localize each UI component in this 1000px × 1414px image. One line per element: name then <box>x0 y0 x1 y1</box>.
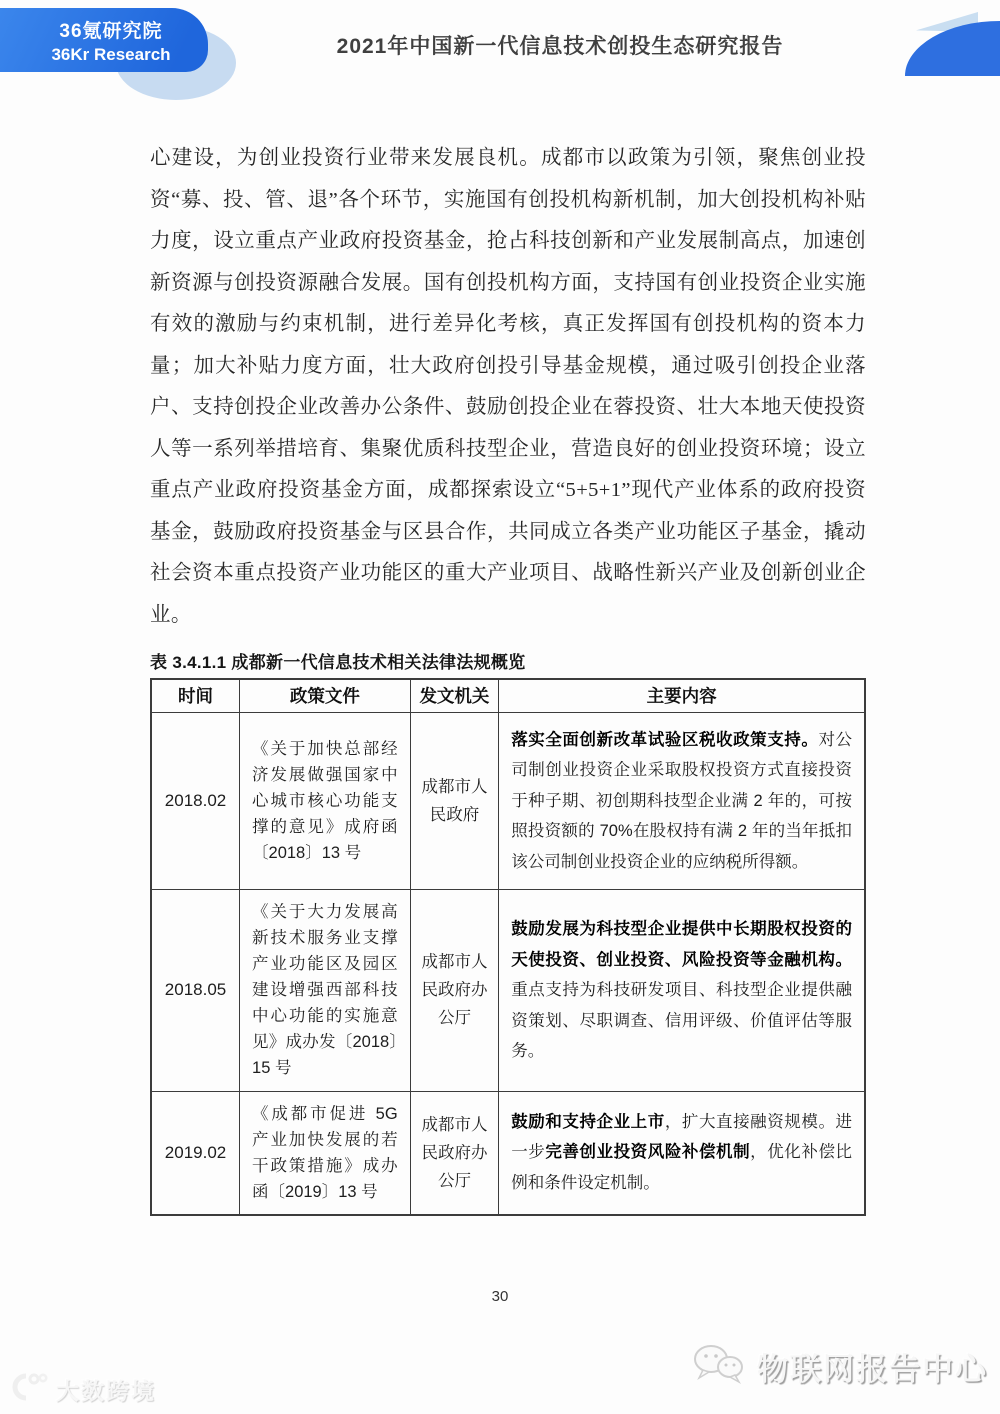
cell-policy: 《关于加快总部经济发展做强国家中心城市核心功能支撑的意见》成府函〔2018〕13 号 <box>240 712 411 890</box>
policy-table <box>150 678 866 1216</box>
content-segment: 重点支持为科技研发项目、科技型企业提供融资策划、尽职调查、信用评级、价值评估等服务。 <box>511 981 852 1061</box>
brand-name-cn: 36氪研究院 <box>59 20 163 42</box>
content-segment: ，扩大直接融资规模。进一步 <box>511 1112 853 1162</box>
wechat-icon <box>689 1342 747 1391</box>
content-segment-bold: 落实全面创新改革试验区税收政策支持。 <box>511 730 819 749</box>
table-header-row <box>151 679 865 712</box>
column-header-content: 主要内容 <box>499 679 865 712</box>
brand-badge <box>0 8 208 72</box>
content-segment-bold: 鼓励发展为科技型企业提供中长期股权投资的天使投资、创业投资、风险投资等金融机构。 <box>511 920 852 969</box>
cell-policy: 《关于大力发展高新技术服务业支撑产业功能区及园区建设增强西部科技中心功能的实施意见》成办发〔2018〕15 号 <box>240 890 411 1091</box>
cell-content <box>499 1091 865 1215</box>
cell-issuer: 成都市人民政府办公厅 <box>410 890 499 1091</box>
report-title: 2021年中国新一代信息技术创投生态研究报告 <box>336 35 784 58</box>
right-watermark <box>689 1342 988 1391</box>
cell-issuer: 成都市人民政府办公厅 <box>410 1091 499 1215</box>
column-header-policy: 政策文件 <box>240 679 411 712</box>
cell-time: 2019.02 <box>151 1091 240 1215</box>
dashu-logo-icon <box>12 1372 48 1407</box>
column-header-issuer: 发文机关 <box>410 679 499 712</box>
cell-time: 2018.05 <box>151 890 240 1091</box>
cell-content <box>499 712 865 890</box>
column-header-time: 时间 <box>151 679 240 712</box>
table-row <box>151 890 865 1091</box>
content-segment-bold: 完善创业投资风险补偿机制 <box>545 1143 751 1162</box>
cell-issuer: 成都市人民政府 <box>410 712 499 890</box>
content-segment-bold: 鼓励和支持企业上市 <box>511 1112 665 1131</box>
body-paragraph: 心建设，为创业投资行业带来发展良机。成都市以政策为引领，聚焦创业投资“募、投、管、退”各个环节，实施国有创投机构新机制，加大创投机构补贴力度，设立重点产业政府投资基金，抢占科技创新和产业发展制高点，加速创新资源与创投资源融合发展。国有创投机构方面，支持国有创业投资企业实施有效的激励与约束机制，进行差异化考核，真正发挥国有创投机构的资本力量；加大补贴力度方面，壮大政府创投引导基金规模，通过吸引创投企业落户、支持创投企业改善办公条件、鼓励创投企业在蓉投资、壮大本地天使投资人等一系列举措培育、集聚优质科技型企业，营造良好的创业投资环境；设立重点产业政府投资基金方面，成都探索设立“5+5+1”现代产业体系的政府投资基金，鼓励政府投资基金与区县合作，共同成立各类产业功能区子基金，撬动社会资本重点投资产业功能区的重大产业项目、战略性新兴产业及创新创业企业。 <box>150 147 866 626</box>
left-watermark-text: 大数跨境 <box>56 1378 156 1404</box>
left-watermark <box>12 1372 156 1407</box>
cell-policy: 《成都市促进 5G 产业加快发展的若干政策措施》成办函〔2019〕13 号 <box>240 1091 411 1215</box>
table-row <box>151 1091 865 1215</box>
page-number: 30 <box>491 1288 509 1305</box>
brand-name-en: 36Kr Research <box>51 44 171 64</box>
content-segment: 对公司制创业投资企业采取股权投资方式直接投资于种子期、初创期科技型企业满 2 年的，可按照投资额的 70%在股权持有满 2 年的当年抵扣该公司制创业投资企业的应纳税所得额。 <box>511 730 853 871</box>
corner-swoosh-decoration <box>905 21 1000 76</box>
cell-content <box>499 890 865 1091</box>
cell-time: 2018.02 <box>151 712 240 890</box>
content-segment: ，优化补偿比例和条件设定机制。 <box>511 1143 853 1192</box>
right-watermark-text: 物联网报告中心 <box>757 1352 988 1387</box>
table-caption: 表 3.4.1.1 成都新一代信息技术相关法律法规概览 <box>150 653 526 672</box>
table-row <box>151 712 865 890</box>
